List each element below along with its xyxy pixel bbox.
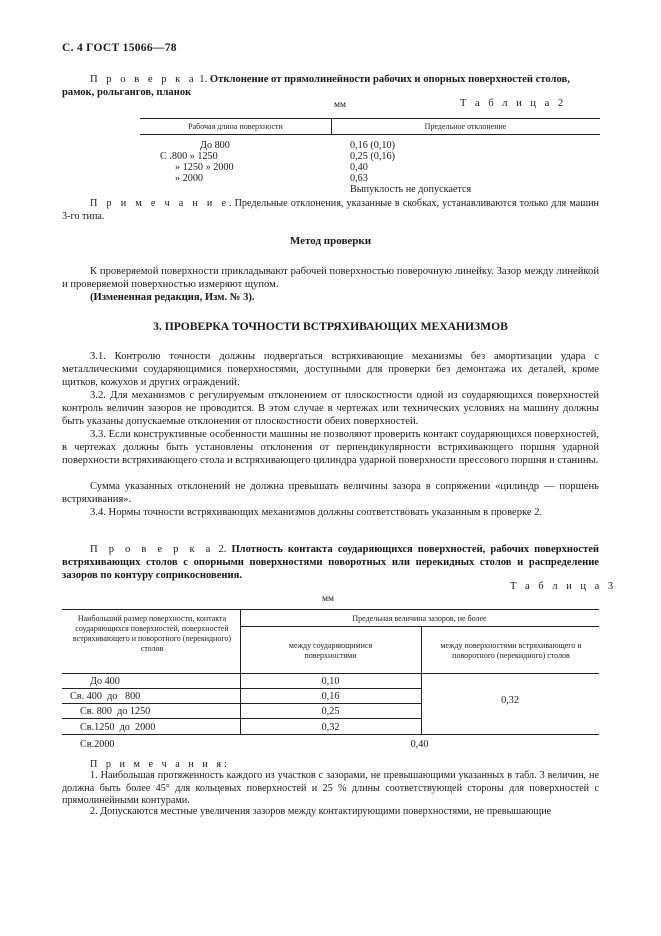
table2-deviation: 0,25 (0,16) bbox=[350, 151, 395, 162]
table2-deviation: 0,16 (0,10) bbox=[350, 140, 395, 151]
table3-last-gap: 0,40 bbox=[410, 739, 429, 750]
para-3-1: 3.1. Контролю точности должны подвергаться встряхивающие механизмы без амортизации удара с металлическими соударяющимися поверхностями, доступными для проверки без демонтажа их деталей, кроме щитков, кожухов и других ограждений. bbox=[62, 351, 599, 388]
table2-col1-header: Рабочая длина поверхности bbox=[188, 122, 283, 131]
table3-row-size: Св. 800 до 1250 bbox=[80, 706, 151, 717]
para-3-3: 3.3. Если конструктивные особенности машины не позволяют проверить контакт соударяющихся поверхностей, в чертежах должны быть установлены отклонения от перпендикулярности встряхивающего поршня ударной поверхности встряхивающего стола и встряхивающего цилиндра ударной поверхности прессового поршня и станины. bbox=[62, 429, 599, 466]
table3-sub1-header: между соударяющимися поверхностями bbox=[288, 641, 373, 660]
note-2: 2. Допускаются местные увеличения зазоров между контактирующими поверхностями, не превышающие bbox=[90, 806, 552, 817]
table2-caption: Т а б л и ц а 2 bbox=[460, 98, 567, 109]
table2-row: » 1250 » 2000 bbox=[175, 162, 234, 173]
table2-deviation: 0,63 bbox=[350, 173, 368, 184]
table2-deviation: Выпуклость не допускается bbox=[350, 184, 472, 195]
table2-row: До 800 bbox=[200, 140, 230, 151]
table3-merged-gap: 0,32 bbox=[501, 695, 519, 706]
table3-row-size: Св.1250 до 2000 bbox=[80, 722, 156, 733]
method-text: К проверяемой поверхности прикладывают рабочей поверхностью поверочную линейку. Зазор между линейкой и проверяемой поверхностью измеряют щупом. bbox=[62, 266, 599, 290]
check2-title-text: Плотность контакта соударяющихся поверхностей, рабочих поверхностей встряхивающих столов с опорными поверхностями поворотных или перекидных столов и распределение зазоров по контуру соприкосновения. bbox=[62, 544, 600, 581]
para-sum: Сумма указанных отклонений не должна превышать величины зазора в сопряжении «цилиндр — поршень встряхивания». bbox=[62, 481, 599, 505]
section3-heading: 3. ПРОВЕРКА ТОЧНОСТИ ВСТРЯХИВАЮЩИХ МЕХАНИЗМОВ bbox=[153, 320, 508, 333]
check1-label: П р о в е р к а bbox=[90, 74, 197, 85]
check2-label: П р о в е р к а bbox=[90, 544, 214, 555]
table3-caption: Т а б л и ц а 3 bbox=[510, 581, 617, 592]
table3-row-size: До 400 bbox=[90, 676, 120, 687]
para-3-2: 3.2. Для механизмов с регулируемым отклонением от плоскостности одной из соударяющихся поверхностей контроль величин зазоров не проводится. В этом случае в чертежах или технических условиях на машину должны быть указаны допускаемые отклонения от плоскостности обеих поверхностей. bbox=[62, 390, 599, 427]
table3-col2-header: Предельная величина зазоров, не более bbox=[352, 614, 487, 623]
table2-col2-header: Предельное отклонение bbox=[424, 122, 507, 131]
table3-last-size: Св.2000 bbox=[80, 739, 115, 750]
table2-unit: мм bbox=[334, 100, 347, 110]
table3-unit: мм bbox=[322, 594, 335, 604]
notes-label: П р и м е ч а н и я: bbox=[90, 759, 230, 770]
check1-title bbox=[62, 73, 599, 99]
check2-title bbox=[62, 543, 599, 582]
table3-row-gap: 0,16 bbox=[321, 691, 340, 702]
table2-deviation: 0,40 bbox=[350, 162, 368, 173]
check1-title-line2: рамок, рольгангов, планок bbox=[62, 87, 192, 98]
table3-row-size: Св. 400 до 800 bbox=[70, 691, 141, 702]
note1-label: П р и м е ч а н и е. bbox=[90, 198, 235, 209]
table2-row: С .800 » 1250 bbox=[160, 151, 218, 162]
check1-title-line1: Отклонение от прямолинейности рабочих и опорных поверхностей столов, bbox=[209, 74, 570, 85]
table3-row-gap: 0,25 bbox=[321, 706, 340, 717]
note1-text: Предельные отклонения, указанные в скобках, устанавливаются только для машин 3-го типа. bbox=[62, 198, 599, 222]
note-1: 1. Наибольшая протяженность каждого из участков с зазорами, не превышающими указанных в табл. 3 величин, не должна быть более 45° для кольцевых поверхностей и 25 % длины соответствующей стороны для поверхностей с прямолинейными контурами. bbox=[62, 770, 599, 806]
check2-number: 2. bbox=[218, 544, 227, 555]
table2-row: » 2000 bbox=[175, 173, 204, 184]
table3-row-gap: 0,10 bbox=[321, 676, 340, 687]
check1-number: 1. bbox=[199, 74, 208, 85]
method-heading: Метод проверки bbox=[289, 235, 372, 247]
edition-note: (Измененная редакция, Изм. № 3). bbox=[90, 292, 255, 303]
note1 bbox=[62, 197, 599, 223]
para-3-4: 3.4. Нормы точности встряхивающих механизмов должны соответствовать указанным в проверке 2. bbox=[90, 507, 543, 518]
table3-row-gap: 0,32 bbox=[321, 722, 340, 733]
table3-sub2-header: между поверхностями встряхивающего и поворотного (перекидного) столов bbox=[440, 641, 582, 660]
table3-col1-header: Наибольший размер поверхности, контакта соударяющихся поверхностей, поверхностей встряхивающего и поворотного (перекидного) столов bbox=[72, 614, 232, 653]
page-header: С. 4 ГОСТ 15066—78 bbox=[62, 42, 177, 54]
